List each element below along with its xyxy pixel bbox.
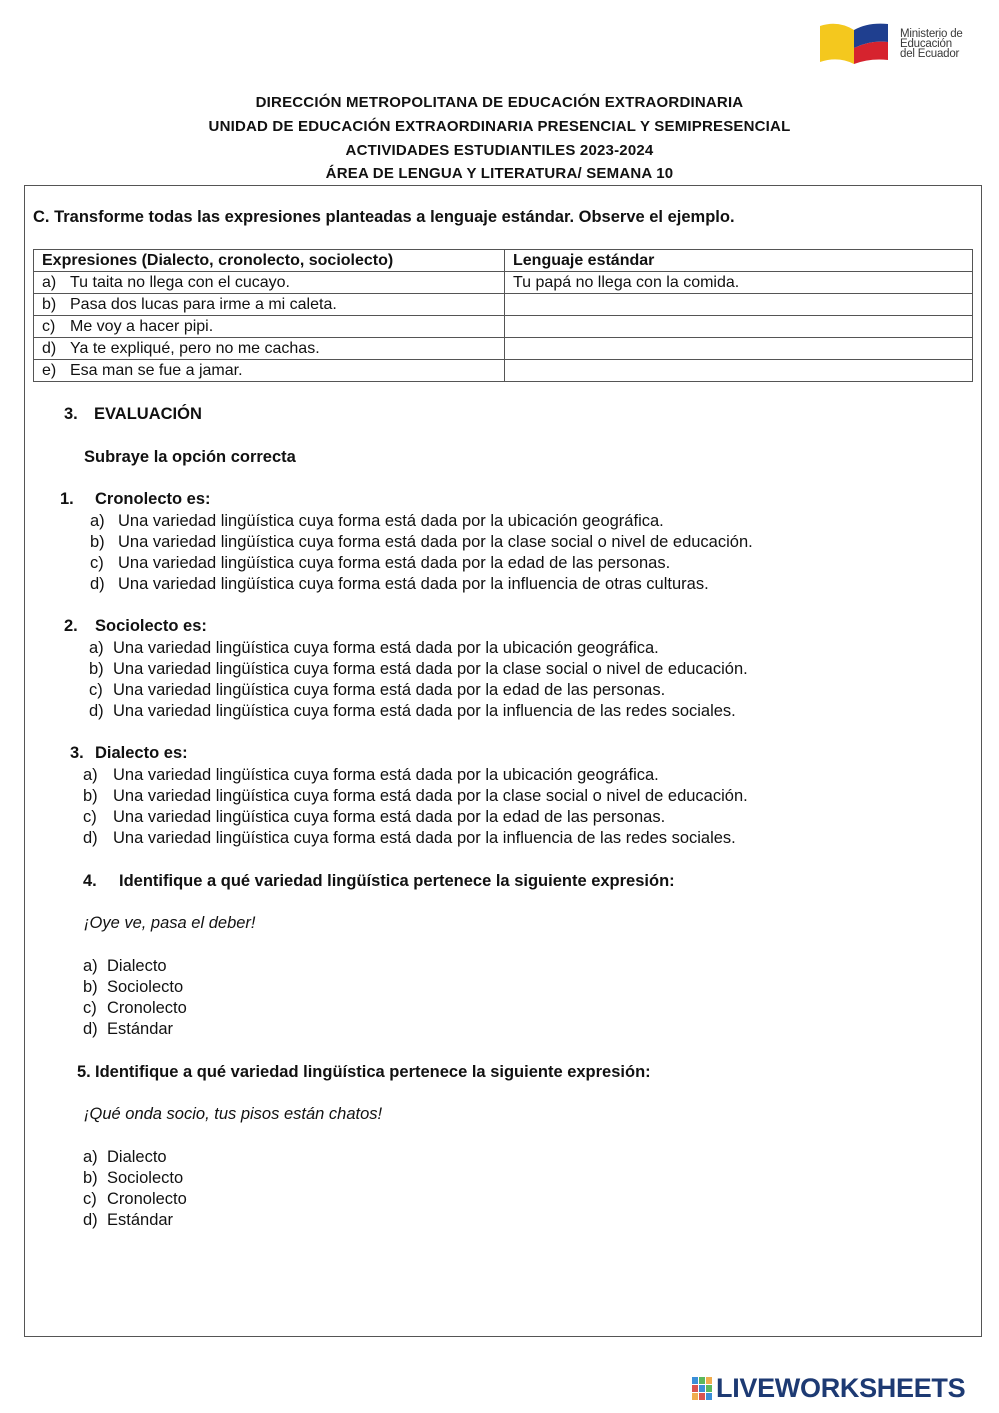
expression-cell: [34, 294, 505, 316]
question-1-options: [90, 511, 753, 595]
row-label: e): [42, 361, 57, 379]
evaluation-number: 3.: [64, 405, 78, 423]
option-text: Una variedad lingüística cuya forma está dada por la influencia de las redes sociales.: [113, 702, 736, 720]
question-text: Identifique a qué variedad lingüística pertenece la siguiente expresión:: [119, 872, 675, 890]
option-label: d): [83, 1020, 98, 1038]
option-text: Estándar: [107, 1020, 174, 1038]
option-label: a): [83, 1148, 98, 1166]
expression-cell: [34, 338, 505, 360]
option-c[interactable]: [90, 553, 753, 574]
option-label: d): [83, 829, 98, 847]
option-b[interactable]: [83, 977, 187, 998]
evaluation-heading: [64, 405, 202, 424]
option-b[interactable]: [83, 1168, 187, 1189]
option-c[interactable]: [83, 807, 748, 828]
row-label: b): [42, 295, 57, 313]
option-label: c): [83, 1190, 97, 1208]
question-text: Dialecto es:: [95, 744, 188, 762]
table-header-row: [34, 250, 973, 272]
question-3-options: [83, 765, 748, 849]
question-text: Identifique a qué variedad lingüística pertenece la siguiente expresión:: [95, 1063, 651, 1081]
option-text: Estándar: [107, 1211, 174, 1229]
row-label: d): [42, 339, 57, 357]
header-line-2: UNIDAD DE EDUCACIÓN EXTRAORDINARIA PRESENCIAL Y SEMIPRESENCIAL: [208, 118, 791, 135]
option-text: Una variedad lingüística cuya forma está dada por la clase social o nivel de educación.: [113, 787, 748, 805]
option-b[interactable]: [89, 659, 748, 680]
evaluation-title: EVALUACIÓN: [94, 405, 202, 423]
option-c[interactable]: [83, 1189, 187, 1210]
table-row: [34, 316, 973, 338]
expression-cell: [34, 316, 505, 338]
option-text: Sociolecto: [107, 978, 184, 996]
question-3-title: [70, 744, 188, 763]
option-label: b): [89, 660, 104, 678]
option-label: a): [90, 512, 105, 530]
question-2-options: [89, 638, 748, 722]
ministry-line-2: Educación: [900, 38, 952, 50]
table-row: [34, 360, 973, 382]
option-a[interactable]: [89, 638, 748, 659]
option-text: Una variedad lingüística cuya forma está dada por la edad de las personas.: [113, 808, 666, 826]
option-label: d): [83, 1211, 98, 1229]
question-number: 5.: [77, 1063, 91, 1081]
option-label: a): [83, 766, 98, 784]
option-text: Una variedad lingüística cuya forma está dada por la ubicación geográfica.: [113, 639, 659, 657]
question-2-title: [64, 617, 207, 636]
option-text: Sociolecto: [107, 1169, 184, 1187]
liveworksheets-wordmark: LIVEWORKSHEETS: [716, 1373, 966, 1403]
question-number: 3.: [70, 744, 84, 762]
option-label: b): [83, 787, 98, 805]
ministry-logo: [818, 20, 988, 72]
option-label: d): [90, 575, 105, 593]
option-text: Una variedad lingüística cuya forma está dada por la influencia de otras culturas.: [118, 575, 709, 593]
question-4-options: [83, 956, 187, 1040]
question-1-title: [60, 490, 211, 509]
standard-cell[interactable]: [505, 294, 973, 316]
option-d[interactable]: [89, 701, 748, 722]
option-label: b): [83, 978, 98, 996]
table-row: [34, 272, 973, 294]
section-c-instruction: C. Transforme todas las expresiones planteadas a lenguaje estándar. Observe el ejemplo.: [33, 208, 735, 226]
header-standard: Lenguaje estándar: [505, 250, 973, 272]
question-text: Sociolecto es:: [95, 617, 207, 635]
option-a[interactable]: [90, 511, 753, 532]
option-label: c): [89, 681, 103, 699]
question-text: Cronolecto es:: [95, 490, 211, 508]
question-number: 1.: [60, 490, 74, 508]
option-text: Una variedad lingüística cuya forma está dada por la influencia de las redes sociales.: [113, 829, 736, 847]
option-d[interactable]: [90, 574, 753, 595]
option-text: Una variedad lingüística cuya forma está dada por la clase social o nivel de educación.: [118, 533, 753, 551]
option-text: Una variedad lingüística cuya forma está dada por la ubicación geográfica.: [118, 512, 664, 530]
ecuador-book-flag-icon: [818, 20, 890, 70]
expressions-table: [33, 249, 973, 382]
question-5-title: [77, 1063, 651, 1082]
header-line-4: ÁREA DE LENGUA Y LITERATURA/ SEMANA 10: [325, 165, 674, 182]
option-label: a): [89, 639, 104, 657]
option-c[interactable]: [89, 680, 748, 701]
table-row: [34, 294, 973, 316]
option-d[interactable]: [83, 1210, 187, 1231]
ministry-line-1: Ministerio de: [900, 28, 963, 40]
ministry-line-3: del Ecuador: [900, 48, 960, 60]
row-label: c): [42, 317, 56, 335]
question-4-title: [83, 872, 675, 891]
expression-cell: [34, 360, 505, 382]
standard-cell[interactable]: [505, 316, 973, 338]
option-text: Dialecto: [107, 1148, 167, 1166]
expression-text: Tu taita no llega con el cucayo.: [70, 273, 290, 291]
option-label: b): [90, 533, 105, 551]
option-label: c): [83, 808, 97, 826]
expression-text: Ya te expliqué, pero no me cachas.: [70, 339, 320, 357]
option-text: Una variedad lingüística cuya forma está dada por la edad de las personas.: [118, 554, 671, 572]
option-b[interactable]: [90, 532, 753, 553]
header-expressions: Expresiones (Dialecto, cronolecto, sociolecto): [34, 250, 505, 272]
question-5-options: [83, 1147, 187, 1231]
option-text: Dialecto: [107, 957, 167, 975]
option-d[interactable]: [83, 1019, 187, 1040]
option-label: d): [89, 702, 104, 720]
option-text: Una variedad lingüística cuya forma está dada por la ubicación geográfica.: [113, 766, 659, 784]
option-label: a): [83, 957, 98, 975]
option-a[interactable]: [83, 765, 748, 786]
option-c[interactable]: [83, 998, 187, 1019]
expression-text: Esa man se fue a jamar.: [70, 361, 243, 379]
standard-cell[interactable]: [505, 338, 973, 360]
option-text: Cronolecto: [107, 1190, 187, 1208]
row-label: a): [42, 273, 57, 291]
option-a[interactable]: [83, 956, 187, 977]
header-line-1: DIRECCIÓN METROPOLITANA DE EDUCACIÓN EXTRAORDINARIA: [255, 94, 744, 111]
standard-cell[interactable]: Tu papá no llega con la comida.: [505, 272, 973, 294]
option-label: b): [83, 1169, 98, 1187]
option-text: Cronolecto: [107, 999, 187, 1017]
table-row: [34, 338, 973, 360]
liveworksheets-grid-icon: [692, 1377, 714, 1401]
question-number: 2.: [64, 617, 78, 635]
option-text: Una variedad lingüística cuya forma está dada por la clase social o nivel de educación.: [113, 660, 748, 678]
standard-cell[interactable]: [505, 360, 973, 382]
expression-text: Pasa dos lucas para irme a mi caleta.: [70, 295, 337, 313]
question-5-expression: ¡Qué onda socio, tus pisos están chatos!: [84, 1105, 383, 1123]
option-a[interactable]: [83, 1147, 187, 1168]
option-label: c): [83, 999, 97, 1017]
ministry-name: [900, 29, 963, 59]
question-number: 4.: [83, 872, 97, 890]
question-4-expression: ¡Oye ve, pasa el deber!: [84, 914, 256, 932]
option-label: c): [90, 554, 104, 572]
option-text: Una variedad lingüística cuya forma está dada por la edad de las personas.: [113, 681, 666, 699]
evaluation-subtitle: Subraye la opción correcta: [84, 448, 296, 466]
expression-cell: [34, 272, 505, 294]
option-d[interactable]: [83, 828, 748, 849]
header-line-3: ACTIVIDADES ESTUDIANTILES 2023-2024: [345, 142, 654, 159]
expression-text: Me voy a hacer pipi.: [70, 317, 214, 335]
option-b[interactable]: [83, 786, 748, 807]
